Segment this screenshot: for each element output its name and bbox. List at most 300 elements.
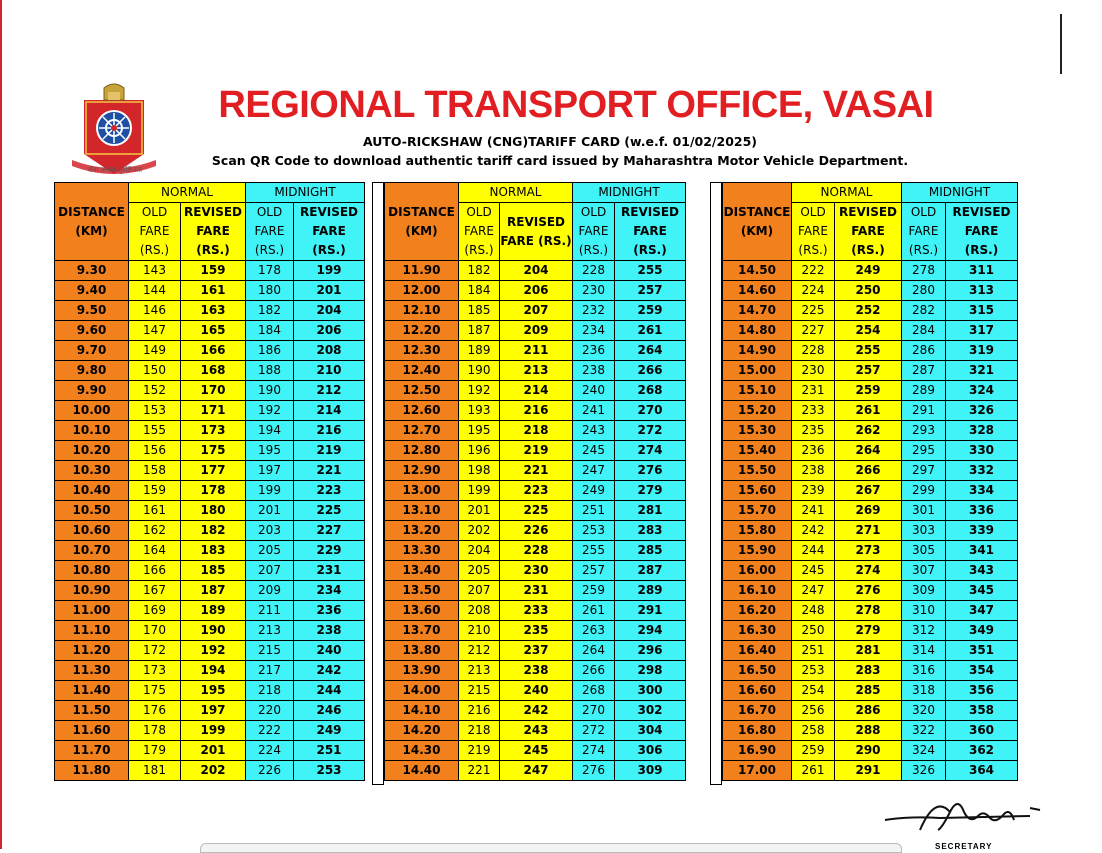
midnight-old-fare-cell: 326 (902, 761, 946, 781)
midnight-revised-fare-cell: 244 (294, 681, 365, 701)
distance-cell: 13.80 (385, 641, 459, 661)
revised-fare-cell: 228 (500, 541, 573, 561)
table-row (55, 661, 365, 681)
old-fare-cell: 239 (792, 481, 835, 501)
distance-cell: 14.70 (723, 301, 792, 321)
old-fare-cell: 192 (459, 381, 500, 401)
table-row (55, 401, 365, 421)
distance-cell: 10.60 (55, 521, 129, 541)
table-row (723, 621, 1018, 641)
midnight-old-fare-cell: 276 (573, 761, 615, 781)
table-row (385, 281, 686, 301)
midnight-revised-fare-cell: 311 (946, 261, 1018, 281)
table-row (55, 561, 365, 581)
distance-cell: 13.60 (385, 601, 459, 621)
midnight-old-fare-cell: 203 (246, 521, 294, 541)
left-red-border (0, 0, 2, 849)
midnight-old-fare-cell: 309 (902, 581, 946, 601)
revised-fare-cell: 242 (500, 701, 573, 721)
distance-cell: 15.20 (723, 401, 792, 421)
table-row (723, 581, 1018, 601)
midnight-old-fare-cell: 178 (246, 261, 294, 281)
midnight-revised-fare-cell: 313 (946, 281, 1018, 301)
midnight-revised-fare-cell: 334 (946, 481, 1018, 501)
distance-cell: 11.70 (55, 741, 129, 761)
midnight-revised-fare-cell: 261 (615, 321, 686, 341)
revised-fare-cell: 218 (500, 421, 573, 441)
revised-fare-cell: 237 (500, 641, 573, 661)
distance-cell: 15.30 (723, 421, 792, 441)
table-row (55, 641, 365, 661)
distance-cell: 14.20 (385, 721, 459, 741)
table-row (723, 261, 1018, 281)
old-fare-cell: 242 (792, 521, 835, 541)
table-row (55, 441, 365, 461)
table-row (385, 621, 686, 641)
midnight-old-fare-cell: 312 (902, 621, 946, 641)
midnight-revised-fare-cell: 343 (946, 561, 1018, 581)
old-fare-cell: 149 (129, 341, 181, 361)
midnight-revised-fare-cell: 328 (946, 421, 1018, 441)
old-fare-cell: 222 (792, 261, 835, 281)
revised-fare-cell: 233 (500, 601, 573, 621)
distance-cell: 11.10 (55, 621, 129, 641)
table-row (55, 741, 365, 761)
distance-cell: 13.90 (385, 661, 459, 681)
midnight-revised-fare-cell: 349 (946, 621, 1018, 641)
midnight-revised-fare-cell: 255 (615, 261, 686, 281)
distance-cell: 9.40 (55, 281, 129, 301)
table-row (723, 481, 1018, 501)
table-row (385, 541, 686, 561)
revised-fare-cell: 243 (500, 721, 573, 741)
midnight-revised-fare-cell: 272 (615, 421, 686, 441)
midnight-revised-fare-cell: 360 (946, 721, 1018, 741)
midnight-revised-fare-cell: 298 (615, 661, 686, 681)
old-fare-cell: 195 (459, 421, 500, 441)
old-fare-cell: 233 (792, 401, 835, 421)
revised-fare-cell: 165 (181, 321, 246, 341)
revised-fare-cell: 266 (835, 461, 902, 481)
midnight-old-fare-cell: 282 (902, 301, 946, 321)
midnight-revised-fare-cell: 210 (294, 361, 365, 381)
table-row (385, 421, 686, 441)
revised-fare-cell: 194 (181, 661, 246, 681)
distance-cell: 12.10 (385, 301, 459, 321)
revised-fare-cell: 202 (181, 761, 246, 781)
table-row (55, 601, 365, 621)
midnight-revised-fare-cell: 259 (615, 301, 686, 321)
midnight-revised-fare-cell: 324 (946, 381, 1018, 401)
midnight-old-fare-cell: 320 (902, 701, 946, 721)
revised-fare-cell: 195 (181, 681, 246, 701)
midnight-old-fare-cell: 257 (573, 561, 615, 581)
revised-fare-cell: 264 (835, 441, 902, 461)
midnight-old-fare-cell: 197 (246, 461, 294, 481)
old-fare-cell: 162 (129, 521, 181, 541)
distance-cell: 15.40 (723, 441, 792, 461)
midnight-old-fare-cell: 307 (902, 561, 946, 581)
revised-fare-cell: 283 (835, 661, 902, 681)
table-row (723, 461, 1018, 481)
old-fare-cell: 158 (129, 461, 181, 481)
table-row (55, 481, 365, 501)
midnight-old-fare-header: OLD FARE (RS.) (246, 203, 294, 261)
midnight-revised-fare-cell: 347 (946, 601, 1018, 621)
distance-cell: 10.30 (55, 461, 129, 481)
midnight-old-fare-cell: 305 (902, 541, 946, 561)
old-fare-cell: 250 (792, 621, 835, 641)
midnight-old-fare-cell: 180 (246, 281, 294, 301)
midnight-revised-fare-cell: 319 (946, 341, 1018, 361)
midnight-revised-fare-cell: 266 (615, 361, 686, 381)
midnight-old-fare-cell: 291 (902, 401, 946, 421)
midnight-old-fare-cell: 213 (246, 621, 294, 641)
midnight-old-fare-cell: 192 (246, 401, 294, 421)
revised-fare-cell: 214 (500, 381, 573, 401)
distance-cell: 9.90 (55, 381, 129, 401)
old-fare-cell: 244 (792, 541, 835, 561)
old-fare-cell: 212 (459, 641, 500, 661)
midnight-revised-fare-cell: 201 (294, 281, 365, 301)
midnight-old-fare-cell: 249 (573, 481, 615, 501)
table-row (55, 261, 365, 281)
midnight-old-fare-cell: 232 (573, 301, 615, 321)
midnight-old-fare-cell: 289 (902, 381, 946, 401)
midnight-old-fare-cell: 263 (573, 621, 615, 641)
distance-cell: 13.30 (385, 541, 459, 561)
revised-fare-cell: 204 (500, 261, 573, 281)
revised-fare-cell: 235 (500, 621, 573, 641)
revised-fare-cell: 185 (181, 561, 246, 581)
midnight-revised-fare-cell: 362 (946, 741, 1018, 761)
distance-cell: 16.10 (723, 581, 792, 601)
revised-fare-cell: 219 (500, 441, 573, 461)
midnight-revised-fare-cell: 274 (615, 441, 686, 461)
old-fare-cell: 147 (129, 321, 181, 341)
revised-fare-cell: 245 (500, 741, 573, 761)
midnight-old-fare-cell: 222 (246, 721, 294, 741)
table-row (723, 741, 1018, 761)
distance-cell: 12.90 (385, 461, 459, 481)
table-row (55, 461, 365, 481)
tariff-table-2 (384, 182, 686, 781)
table-row (385, 601, 686, 621)
table-row (723, 681, 1018, 701)
midnight-old-fare-cell: 261 (573, 601, 615, 621)
table-row (723, 641, 1018, 661)
midnight-old-fare-cell: 186 (246, 341, 294, 361)
table-row (723, 361, 1018, 381)
distance-cell: 16.30 (723, 621, 792, 641)
midnight-revised-fare-cell: 240 (294, 641, 365, 661)
table-row (385, 461, 686, 481)
midnight-revised-fare-cell: 309 (615, 761, 686, 781)
revised-fare-cell: 249 (835, 261, 902, 281)
qr-note: Scan QR Code to download authentic tariff card issued by Maharashtra Motor Vehicle Department. (211, 153, 909, 168)
old-fare-cell: 161 (129, 501, 181, 521)
old-fare-cell: 144 (129, 281, 181, 301)
revised-fare-cell: 288 (835, 721, 902, 741)
table-row (55, 721, 365, 741)
table-row (55, 681, 365, 701)
midnight-group-header: MIDNIGHT (573, 183, 686, 203)
table-row (723, 301, 1018, 321)
midnight-old-fare-cell: 220 (246, 701, 294, 721)
old-fare-cell: 202 (459, 521, 500, 541)
old-fare-cell: 231 (792, 381, 835, 401)
distance-cell: 14.00 (385, 681, 459, 701)
revised-fare-cell: 225 (500, 501, 573, 521)
midnight-revised-fare-cell: 281 (615, 501, 686, 521)
distance-cell: 10.40 (55, 481, 129, 501)
midnight-old-fare-cell: 245 (573, 441, 615, 461)
old-fare-cell: 198 (459, 461, 500, 481)
old-fare-cell: 179 (129, 741, 181, 761)
distance-cell: 11.60 (55, 721, 129, 741)
revised-fare-cell: 257 (835, 361, 902, 381)
midnight-revised-fare-cell: 221 (294, 461, 365, 481)
old-fare-cell: 155 (129, 421, 181, 441)
table-row (723, 661, 1018, 681)
midnight-old-fare-cell: 209 (246, 581, 294, 601)
old-fare-cell: 184 (459, 281, 500, 301)
midnight-old-fare-cell: 293 (902, 421, 946, 441)
old-fare-cell: 153 (129, 401, 181, 421)
distance-cell: 15.10 (723, 381, 792, 401)
midnight-old-fare-cell: 316 (902, 661, 946, 681)
revised-fare-cell: 226 (500, 521, 573, 541)
midnight-old-fare-cell: 182 (246, 301, 294, 321)
revised-fare-cell: 254 (835, 321, 902, 341)
distance-cell: 16.70 (723, 701, 792, 721)
revised-fare-cell: 201 (181, 741, 246, 761)
midnight-old-fare-cell: 205 (246, 541, 294, 561)
table-row (385, 481, 686, 501)
revised-fare-cell: 207 (500, 301, 573, 321)
revised-fare-cell: 286 (835, 701, 902, 721)
midnight-revised-fare-cell: 304 (615, 721, 686, 741)
tariff-subtitle: AUTO-RICKSHAW (CNG)TARIFF CARD (w.e.f. 01/02/2025) (362, 134, 758, 149)
midnight-old-fare-cell: 268 (573, 681, 615, 701)
old-fare-cell: 245 (792, 561, 835, 581)
midnight-revised-fare-cell: 326 (946, 401, 1018, 421)
revised-fare-cell: 187 (181, 581, 246, 601)
revised-fare-cell: 216 (500, 401, 573, 421)
old-fare-cell: 196 (459, 441, 500, 461)
old-fare-header: OLD FARE (RS.) (792, 203, 835, 261)
distance-cell: 15.90 (723, 541, 792, 561)
normal-group-header: NORMAL (459, 183, 573, 203)
distance-cell: 13.10 (385, 501, 459, 521)
midnight-old-fare-cell: 251 (573, 501, 615, 521)
midnight-old-fare-cell: 238 (573, 361, 615, 381)
revised-fare-cell: 273 (835, 541, 902, 561)
midnight-revised-fare-cell: 279 (615, 481, 686, 501)
old-fare-cell: 178 (129, 721, 181, 741)
old-fare-cell: 256 (792, 701, 835, 721)
table-row (385, 261, 686, 281)
distance-cell: 12.80 (385, 441, 459, 461)
revised-fare-cell: 276 (835, 581, 902, 601)
old-fare-cell: 169 (129, 601, 181, 621)
revised-fare-cell: 163 (181, 301, 246, 321)
revised-fare-cell: 213 (500, 361, 573, 381)
distance-cell: 10.20 (55, 441, 129, 461)
midnight-revised-fare-cell: 294 (615, 621, 686, 641)
midnight-revised-fare-cell: 315 (946, 301, 1018, 321)
distance-cell: 15.70 (723, 501, 792, 521)
distance-cell: 14.40 (385, 761, 459, 781)
distance-cell: 16.50 (723, 661, 792, 681)
midnight-revised-fare-cell: 330 (946, 441, 1018, 461)
midnight-old-fare-cell: 226 (246, 761, 294, 781)
old-fare-cell: 253 (792, 661, 835, 681)
distance-cell: 15.60 (723, 481, 792, 501)
distance-cell: 11.00 (55, 601, 129, 621)
old-fare-cell: 213 (459, 661, 500, 681)
distance-cell: 16.20 (723, 601, 792, 621)
midnight-revised-fare-header: REVISED FARE (RS.) (294, 203, 365, 261)
table-row (723, 541, 1018, 561)
revised-fare-cell: 247 (500, 761, 573, 781)
tariff-table-1 (54, 182, 365, 781)
midnight-revised-fare-cell: 251 (294, 741, 365, 761)
revised-fare-cell: 168 (181, 361, 246, 381)
table-row (55, 381, 365, 401)
revised-fare-cell: 170 (181, 381, 246, 401)
midnight-old-fare-cell: 217 (246, 661, 294, 681)
table-row (55, 361, 365, 381)
revised-fare-cell: 209 (500, 321, 573, 341)
midnight-revised-fare-cell: 234 (294, 581, 365, 601)
midnight-revised-fare-cell: 249 (294, 721, 365, 741)
midnight-revised-fare-cell: 291 (615, 601, 686, 621)
midnight-revised-fare-cell: 302 (615, 701, 686, 721)
revised-fare-cell: 182 (181, 521, 246, 541)
distance-header-blank (385, 183, 459, 203)
table-row (723, 441, 1018, 461)
midnight-old-fare-header: OLD FARE (RS.) (902, 203, 946, 261)
revised-fare-cell: 171 (181, 401, 246, 421)
old-fare-cell: 258 (792, 721, 835, 741)
midnight-old-fare-cell: 228 (573, 261, 615, 281)
midnight-revised-fare-cell: 216 (294, 421, 365, 441)
table-row (385, 581, 686, 601)
distance-cell: 14.60 (723, 281, 792, 301)
distance-cell: 12.60 (385, 401, 459, 421)
revised-fare-cell: 192 (181, 641, 246, 661)
old-fare-cell: 167 (129, 581, 181, 601)
midnight-revised-fare-cell: 356 (946, 681, 1018, 701)
table-row (385, 681, 686, 701)
distance-cell: 9.50 (55, 301, 129, 321)
table-row (723, 421, 1018, 441)
midnight-old-fare-cell: 215 (246, 641, 294, 661)
table-separator (372, 182, 384, 785)
old-fare-cell: 221 (459, 761, 500, 781)
distance-cell: 13.50 (385, 581, 459, 601)
distance-header: DISTANCE (KM) (723, 203, 792, 261)
revised-fare-cell: 240 (500, 681, 573, 701)
old-fare-cell: 225 (792, 301, 835, 321)
midnight-old-fare-cell: 243 (573, 421, 615, 441)
table-row (385, 361, 686, 381)
distance-cell: 12.50 (385, 381, 459, 401)
table-row (55, 701, 365, 721)
midnight-revised-fare-cell: 287 (615, 561, 686, 581)
table-row (385, 341, 686, 361)
old-fare-cell: 205 (459, 561, 500, 581)
midnight-old-fare-cell: 274 (573, 741, 615, 761)
table-row (55, 341, 365, 361)
normal-group-header: NORMAL (792, 183, 902, 203)
distance-cell: 13.00 (385, 481, 459, 501)
revised-fare-cell: 206 (500, 281, 573, 301)
revised-fare-cell: 173 (181, 421, 246, 441)
table-row (723, 701, 1018, 721)
table-row (385, 701, 686, 721)
table-row (723, 321, 1018, 341)
midnight-revised-fare-cell: 229 (294, 541, 365, 561)
revised-fare-cell: 197 (181, 701, 246, 721)
midnight-revised-fare-cell: 231 (294, 561, 365, 581)
midnight-old-fare-cell: 201 (246, 501, 294, 521)
midnight-revised-fare-cell: 199 (294, 261, 365, 281)
table-row (55, 541, 365, 561)
table-row (55, 281, 365, 301)
revised-fare-cell: 278 (835, 601, 902, 621)
table-row (55, 501, 365, 521)
table-row (385, 381, 686, 401)
distance-header-blank (723, 183, 792, 203)
midnight-revised-fare-cell: 300 (615, 681, 686, 701)
midnight-old-fare-cell: 236 (573, 341, 615, 361)
distance-cell: 12.30 (385, 341, 459, 361)
midnight-group-header: MIDNIGHT (246, 183, 365, 203)
old-fare-cell: 189 (459, 341, 500, 361)
revised-fare-cell: 183 (181, 541, 246, 561)
distance-cell: 10.00 (55, 401, 129, 421)
distance-cell: 16.80 (723, 721, 792, 741)
revised-fare-cell: 180 (181, 501, 246, 521)
midnight-old-fare-cell: 287 (902, 361, 946, 381)
distance-cell: 11.50 (55, 701, 129, 721)
old-fare-cell: 236 (792, 441, 835, 461)
signature-icon (880, 790, 1050, 845)
distance-cell: 13.20 (385, 521, 459, 541)
midnight-revised-fare-cell: 268 (615, 381, 686, 401)
distance-cell: 9.30 (55, 261, 129, 281)
midnight-old-fare-cell: 318 (902, 681, 946, 701)
old-fare-cell: 156 (129, 441, 181, 461)
table-row (385, 501, 686, 521)
midnight-revised-fare-header: REVISED FARE (RS.) (615, 203, 686, 261)
old-fare-cell: 224 (792, 281, 835, 301)
midnight-old-fare-cell: 264 (573, 641, 615, 661)
midnight-old-fare-cell: 284 (902, 321, 946, 341)
table-row (385, 641, 686, 661)
midnight-old-fare-cell: 278 (902, 261, 946, 281)
midnight-old-fare-cell: 224 (246, 741, 294, 761)
old-fare-cell: 247 (792, 581, 835, 601)
old-fare-cell: 143 (129, 261, 181, 281)
midnight-group-header: MIDNIGHT (902, 183, 1018, 203)
revised-fare-cell: 255 (835, 341, 902, 361)
midnight-old-fare-cell: 240 (573, 381, 615, 401)
midnight-old-fare-header: OLD FARE (RS.) (573, 203, 615, 261)
bottom-panel (200, 843, 902, 853)
